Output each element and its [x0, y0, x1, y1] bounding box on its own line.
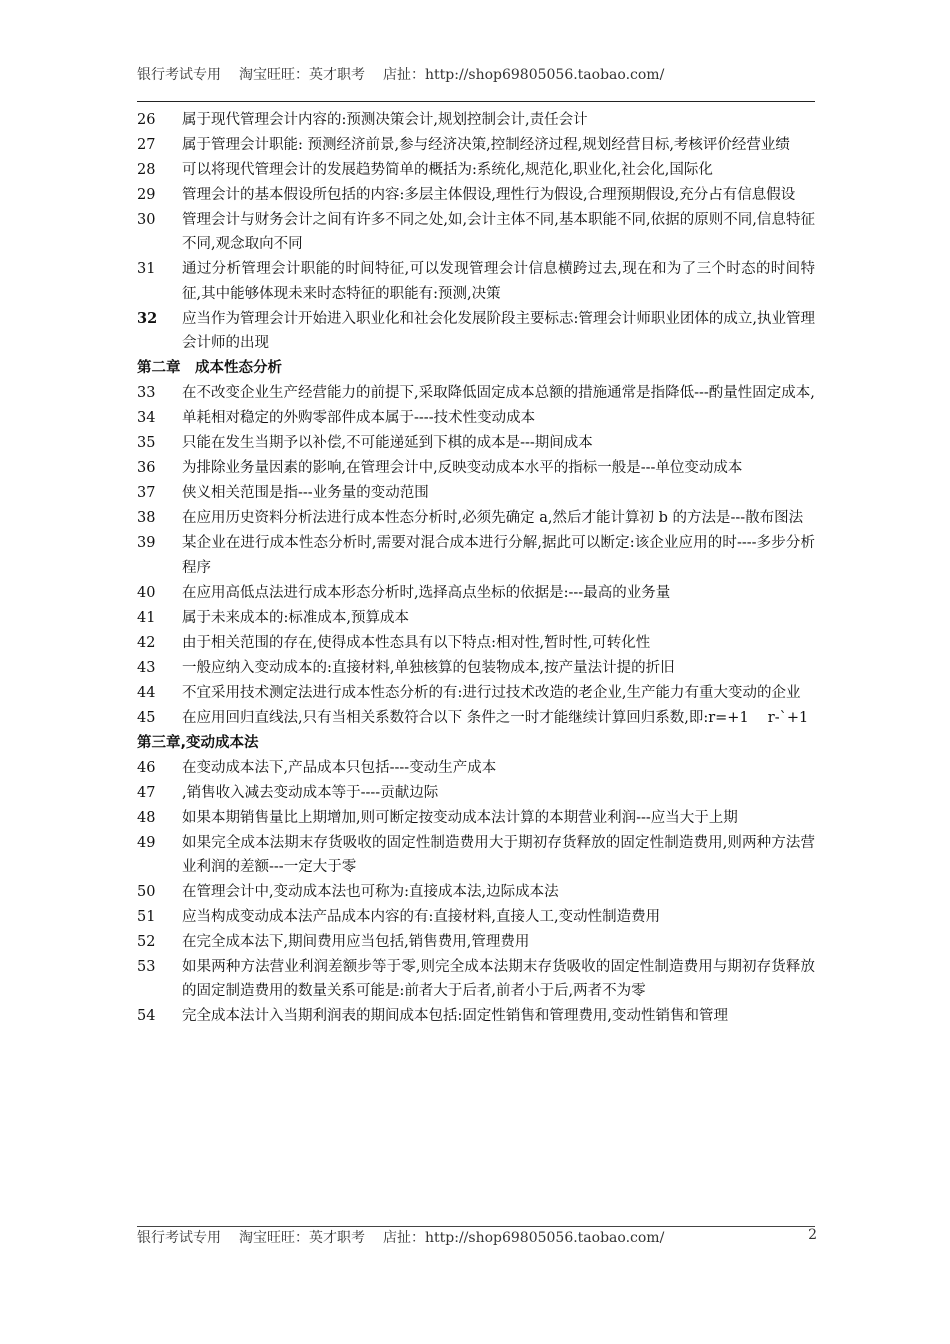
item-text: 管理会计的基本假设所包括的内容:多层主体假设,理性行为假设,合理预期假设,充分占有信息假设	[182, 187, 796, 203]
list-item	[137, 581, 815, 605]
item-text: 如果两种方法营业利润差额步等于零,则完全成本法期末存货吸收的固定性制造费用与期初存货释放的固定制造费用的数量关系可能是:前者大于后者,前者小于后,两者不为零	[182, 959, 815, 1000]
item-text: 管理会计与财务会计之间有许多不同之处,如,会计主体不同,基本职能不同,依据的原则不同,信息特征不同,观念取向不同	[182, 212, 815, 253]
item-number: 43	[137, 659, 156, 676]
item-text: 某企业在进行成本性态分析时,需要对混合成本进行分解,据此可以断定:该企业应用的时----多步分析程序	[182, 535, 815, 576]
list-item	[137, 406, 815, 430]
item-text: ,销售收入减去变动成本等于----贡献边际	[182, 784, 439, 801]
document-body	[137, 108, 815, 1029]
list-item	[137, 880, 815, 904]
item-text: 不宜采用技术测定法进行成本性态分析的有:进行过技术改造的老企业,生产能力有重大变动的企业	[182, 684, 801, 701]
list-item	[137, 831, 815, 880]
item-number: 45	[137, 709, 156, 726]
item-text: 完全成本法计入当期利润表的期间成本包括:固定性销售和管理费用,变动性销售和管理	[182, 1008, 728, 1025]
item-text: 在应用回归直线法,只有当相关系数符合以下 条件之一时才能继续计算回归系数,即:r=+1 r-`+1	[182, 709, 809, 726]
item-text: 属于管理会计职能: 预测经济前景,参与经济决策,控制经济过程,规划经营目标,考核评价经营业绩	[182, 137, 790, 153]
footer-taobao-label: 淘宝旺旺：英才职考	[239, 1230, 365, 1246]
list-item	[137, 481, 815, 505]
list-item	[137, 531, 815, 580]
list-item	[137, 905, 815, 929]
item-text: 在应用历史资料分析法进行成本性态分析时,必须先确定 a,然后才能计算初 b 的方法是---散布图法	[182, 510, 804, 527]
list-item	[137, 431, 815, 455]
item-number: 47	[137, 784, 156, 801]
item-number: 35	[137, 435, 156, 452]
page-number: 2	[808, 1227, 817, 1243]
item-number: 27	[137, 137, 156, 153]
item-number: 40	[137, 584, 156, 601]
item-number: 46	[137, 759, 156, 776]
item-number: 51	[137, 909, 156, 926]
list-item	[137, 606, 815, 630]
item-text: 属于现代管理会计内容的:预测决策会计,规划控制会计,责任会计	[182, 112, 588, 128]
item-number: 26	[137, 112, 156, 128]
item-number: 52	[137, 934, 156, 951]
item-text: 如果完全成本法期末存货吸收的固定性制造费用大于期初存货释放的固定性制造费用,则两种方法营业利润的差额---一定大于零	[182, 834, 815, 876]
item-text: 属于未来成本的:标准成本,预算成本	[182, 609, 409, 626]
item-text: 如果本期销售量比上期增加,则可断定按变动成本法计算的本期营业利润---应当大于上期	[182, 809, 738, 826]
item-text: 在管理会计中,变动成本法也可称为:直接成本法,边际成本法	[182, 884, 559, 901]
item-number: 44	[137, 684, 156, 701]
header-shop-url: 店扯：http://shop69805056.taobao.com/	[383, 67, 665, 83]
item-number: 50	[137, 884, 156, 901]
list-item	[137, 656, 815, 680]
item-text: 为排除业务量因素的影响,在管理会计中,反映变动成本水平的指标一般是---单位变动成本	[182, 460, 743, 477]
item-text: 由于相关范围的存在,使得成本性态具有以下特点:相对性,暂时性,可转化性	[182, 634, 651, 651]
item-number: 39	[137, 535, 156, 552]
item-number: 42	[137, 634, 156, 651]
page-footer	[137, 1227, 817, 1247]
item-number: 53	[137, 959, 156, 976]
list-item	[137, 381, 815, 405]
header-exam-label: 银行考试专用	[137, 67, 221, 83]
item-number: 49	[137, 834, 156, 851]
list-item	[137, 183, 815, 207]
list-item	[137, 108, 815, 132]
item-number: 33	[137, 385, 156, 402]
item-text: 侠义相关范围是指---业务量的变动范围	[182, 485, 429, 502]
item-number: 32	[137, 309, 158, 327]
item-text: 应当构成变动成本法产品成本内容的有:直接材料,直接人工,变动性制造费用	[182, 909, 661, 926]
item-number: 36	[137, 460, 156, 477]
item-text: 可以将现代管理会计的发展趋势简单的概括为:系统化,规范化,职业化,社会化,国际化	[182, 162, 713, 178]
item-number: 29	[137, 187, 156, 203]
list-item	[137, 133, 815, 157]
item-text: 通过分析管理会计职能的时间特征,可以发现管理会计信息横跨过去,现在和为了三个时态的时间特征,其中能够体现未来时态特征的职能有:预测,决策	[182, 261, 815, 302]
list-item	[137, 456, 815, 480]
page-header	[137, 64, 817, 84]
item-text: 应当作为管理会计开始进入职业化和社会化发展阶段主要标志:管理会计师职业团体的成立,执业管理会计师的出现	[182, 310, 815, 352]
item-text: 在完全成本法下,期间费用应当包括,销售费用,管理费用	[182, 934, 530, 951]
item-text: 在变动成本法下,产品成本只包括----变动生产成本	[182, 759, 497, 776]
item-text: 在应用高低点法进行成本形态分析时,选择高点坐标的依据是:---最高的业务量	[182, 584, 671, 601]
item-number: 37	[137, 485, 156, 502]
list-item	[137, 631, 815, 655]
item-number: 54	[137, 1008, 156, 1025]
item-text: 一般应纳入变动成本的:直接材料,单独核算的包装物成本,按产量法计提的折旧	[182, 659, 675, 676]
footer-shop-url: 店扯：http://shop69805056.taobao.com/	[383, 1230, 665, 1246]
list-item	[137, 706, 815, 730]
list-item	[137, 1004, 815, 1028]
header-divider	[137, 101, 815, 102]
list-item	[137, 681, 815, 705]
list-item	[137, 756, 815, 780]
item-number: 30	[137, 212, 156, 228]
item-text: 在不改变企业生产经营能力的前提下,采取降低固定成本总额的措施通常是指降低---酌量性固定成本,	[182, 385, 815, 402]
list-item	[137, 208, 815, 257]
chapter-heading-2: 第二章 成本性态分析	[137, 360, 282, 377]
header-taobao-label: 淘宝旺旺：英才职考	[239, 67, 365, 83]
list-item	[137, 257, 815, 306]
list-item	[137, 506, 815, 530]
list-item	[137, 955, 815, 1004]
list-item	[137, 781, 815, 805]
list-item	[137, 930, 815, 954]
item-number: 38	[137, 510, 156, 527]
item-number: 31	[137, 261, 156, 278]
footer-exam-label: 银行考试专用	[137, 1230, 221, 1246]
item-number: 28	[137, 162, 156, 178]
item-text: 单耗相对稳定的外购零部件成本属于----技术性变动成本	[182, 410, 536, 427]
item-number: 48	[137, 809, 156, 826]
list-item	[137, 158, 815, 182]
item-number: 41	[137, 609, 156, 626]
item-number: 34	[137, 410, 156, 427]
list-item	[137, 806, 815, 830]
chapter-heading-3: 第三章,变动成本法	[137, 734, 259, 751]
list-item	[137, 307, 815, 356]
item-text: 只能在发生当期予以补偿,不可能递延到下棋的成本是---期间成本	[182, 435, 593, 452]
